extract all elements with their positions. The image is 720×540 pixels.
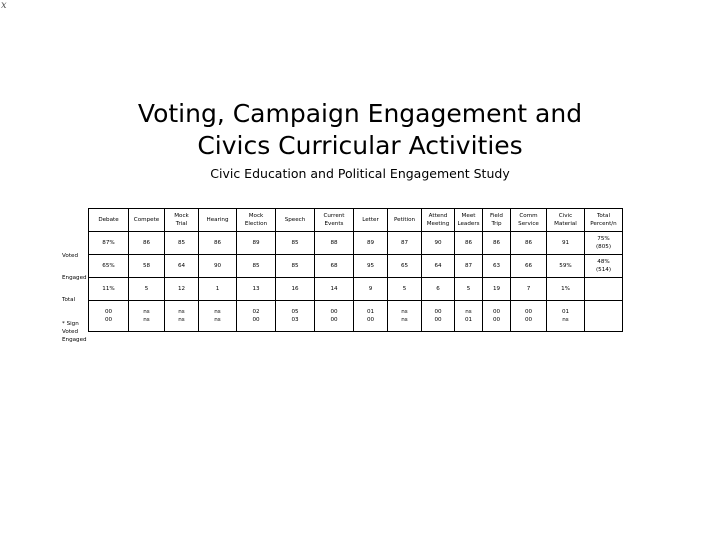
column-header-text: Trip xyxy=(491,221,502,227)
cell-value: 85 xyxy=(291,240,299,246)
cell-value: ns xyxy=(401,309,408,315)
table-cell xyxy=(483,255,511,278)
column-header xyxy=(354,209,388,232)
cell-value: 68 xyxy=(330,263,338,269)
cell-value: (514) xyxy=(595,267,612,273)
table-row xyxy=(89,255,623,278)
cell-value: 11% xyxy=(102,286,115,292)
column-header-text: Meeting xyxy=(426,221,450,227)
cell-value: 00 xyxy=(492,317,501,323)
table-cell xyxy=(455,278,483,301)
table-cell xyxy=(276,301,315,332)
table-cell xyxy=(89,278,129,301)
column-header xyxy=(547,209,585,232)
table-cell xyxy=(129,301,165,332)
table-cell xyxy=(388,278,422,301)
cell-value: 63 xyxy=(492,263,501,269)
table-cell xyxy=(89,232,129,255)
cell-value: 00 xyxy=(434,317,442,323)
cell-value: 86 xyxy=(142,240,151,246)
cell-value: 03 xyxy=(291,317,299,323)
column-header xyxy=(89,209,129,232)
column-header-text: Mock xyxy=(174,213,189,219)
corner-mark: x xyxy=(1,0,7,11)
cell-value: 12 xyxy=(177,286,186,292)
table-cell xyxy=(354,278,388,301)
cell-value: 65% xyxy=(102,263,115,269)
page-subtitle: Civic Education and Political Engagement Study xyxy=(210,166,510,181)
column-header xyxy=(199,209,237,232)
column-header-text: Service xyxy=(518,221,539,227)
table-cell xyxy=(511,232,547,255)
cell-value: 7 xyxy=(526,286,531,292)
cell-value: 00 xyxy=(492,309,501,315)
column-header-text: Comm xyxy=(519,213,538,219)
column-header-text: Percent/n xyxy=(590,221,617,227)
table-cell xyxy=(422,255,455,278)
table-cell xyxy=(199,301,237,332)
cell-value: 01 xyxy=(561,309,570,315)
cell-value: 58 xyxy=(142,263,151,269)
table-cell xyxy=(585,301,623,332)
table-cell xyxy=(422,301,455,332)
column-header xyxy=(455,209,483,232)
table-cell xyxy=(483,301,511,332)
cell-value: 00 xyxy=(330,317,338,323)
cell-value: 00 xyxy=(524,317,533,323)
cell-value: 02 xyxy=(252,309,260,315)
table-cell xyxy=(237,255,276,278)
row-label xyxy=(62,296,88,304)
column-header-text: Petition xyxy=(393,217,416,223)
table-body xyxy=(89,232,623,332)
table-cell xyxy=(547,255,585,278)
title-line-1: Voting, Campaign Engagement and xyxy=(137,99,583,128)
cell-value: 5 xyxy=(402,286,407,292)
cell-value: ns xyxy=(178,317,185,323)
table-row xyxy=(89,232,623,255)
table-row xyxy=(89,278,623,301)
cell-value: 00 xyxy=(252,317,260,323)
column-header-text: Civic xyxy=(558,213,573,219)
table-cell xyxy=(354,301,388,332)
table-cell xyxy=(89,255,129,278)
column-header xyxy=(237,209,276,232)
table-cell xyxy=(388,255,422,278)
cell-value: 59% xyxy=(559,263,572,269)
cell-value: 85 xyxy=(177,240,186,246)
column-header-text: Total xyxy=(596,213,611,219)
table-cell xyxy=(315,232,354,255)
cell-value: 64 xyxy=(434,263,442,269)
column-header-text: Hearing xyxy=(206,217,229,223)
cell-value: 00 xyxy=(524,309,533,315)
column-header xyxy=(388,209,422,232)
column-header-text: Speech xyxy=(284,217,306,223)
table-cell xyxy=(129,255,165,278)
cell-value: 48% xyxy=(597,259,610,265)
cell-value: ns xyxy=(562,317,569,323)
column-header-text: Events xyxy=(324,221,344,227)
table-cell xyxy=(276,278,315,301)
cell-value: ns xyxy=(143,309,150,315)
cell-value: 86 xyxy=(524,240,533,246)
cell-value: ns xyxy=(214,317,221,323)
column-header-text: Debate xyxy=(98,217,119,223)
table-cell xyxy=(585,255,623,278)
table-cell xyxy=(585,232,623,255)
data-table xyxy=(88,208,623,332)
table-cell xyxy=(511,278,547,301)
table-cell xyxy=(547,278,585,301)
cell-value: 5 xyxy=(144,286,149,292)
cell-value: 88 xyxy=(330,240,338,246)
cell-value: (805) xyxy=(595,244,612,250)
cell-value: 95 xyxy=(366,263,375,269)
table-cell xyxy=(455,232,483,255)
row-label-text: Engaged xyxy=(62,275,87,281)
cell-value: 86 xyxy=(213,240,222,246)
table-cell xyxy=(165,301,199,332)
column-header-text: Mock xyxy=(248,213,264,219)
row-label-text: * Sign xyxy=(62,321,79,327)
table-cell xyxy=(354,255,388,278)
table-cell xyxy=(129,278,165,301)
column-header-text: Compete xyxy=(133,217,160,223)
column-header-text: Current xyxy=(323,213,345,219)
table-cell xyxy=(547,301,585,332)
row-label-text: Total xyxy=(62,297,76,303)
cell-value: 00 xyxy=(104,317,113,323)
table-cell xyxy=(129,232,165,255)
cell-value: 87% xyxy=(102,240,115,246)
cell-value: 85 xyxy=(291,263,299,269)
table-cell xyxy=(276,255,315,278)
column-header-text: Material xyxy=(554,221,577,227)
cell-value: 16 xyxy=(291,286,299,292)
table-cell xyxy=(165,255,199,278)
table-row xyxy=(89,301,623,332)
table-cell xyxy=(276,232,315,255)
cell-value: 90 xyxy=(213,263,222,269)
table-cell xyxy=(585,278,623,301)
cell-value: ns xyxy=(465,309,472,315)
column-header xyxy=(511,209,547,232)
table-cell xyxy=(547,232,585,255)
table-cell xyxy=(89,301,129,332)
row-label xyxy=(62,274,88,282)
title-line-2: Civics Curricular Activities xyxy=(197,131,523,160)
table-cell xyxy=(237,301,276,332)
table-cell xyxy=(165,278,199,301)
cell-value: 89 xyxy=(366,240,375,246)
table-cell xyxy=(388,232,422,255)
cell-value: 01 xyxy=(464,317,473,323)
cell-value: 66 xyxy=(524,263,533,269)
cell-value: 5 xyxy=(466,286,471,292)
column-header-text: Attend xyxy=(428,213,448,219)
column-header xyxy=(585,209,623,232)
cell-value: 1% xyxy=(561,286,570,292)
column-header xyxy=(315,209,354,232)
cell-value: 87 xyxy=(464,263,473,269)
row-label xyxy=(62,252,88,260)
column-header xyxy=(483,209,511,232)
column-header-text: Leaders xyxy=(457,221,480,227)
cell-value: 90 xyxy=(434,240,442,246)
column-header xyxy=(422,209,455,232)
cell-value: 65 xyxy=(400,263,409,269)
table-cell xyxy=(199,255,237,278)
cell-value: 85 xyxy=(252,263,260,269)
cell-value: 00 xyxy=(366,317,375,323)
column-header xyxy=(276,209,315,232)
cell-value: 91 xyxy=(561,240,570,246)
cell-value: 19 xyxy=(492,286,501,292)
cell-value: 75% xyxy=(597,236,610,242)
cell-value: 86 xyxy=(464,240,473,246)
cell-value: 00 xyxy=(330,309,338,315)
cell-value: 00 xyxy=(104,309,113,315)
cell-value: 89 xyxy=(252,240,260,246)
cell-value: 6 xyxy=(436,286,440,292)
row-label-text: Voted xyxy=(62,253,78,259)
table-cell xyxy=(199,232,237,255)
table-cell xyxy=(511,301,547,332)
table-cell xyxy=(455,301,483,332)
cell-value: 00 xyxy=(434,309,442,315)
column-header-text: Letter xyxy=(362,217,379,223)
table-cell xyxy=(199,278,237,301)
cell-value: 01 xyxy=(366,309,375,315)
cell-value: ns xyxy=(143,317,150,323)
table-cell xyxy=(354,232,388,255)
column-header xyxy=(165,209,199,232)
row-label xyxy=(62,320,88,344)
column-header xyxy=(129,209,165,232)
table-cell xyxy=(483,232,511,255)
table-cell xyxy=(315,255,354,278)
table-cell xyxy=(422,278,455,301)
row-label-text: Voted xyxy=(62,329,78,335)
cell-value: 13 xyxy=(252,286,260,292)
column-header-text: Trial xyxy=(175,221,188,227)
table-cell xyxy=(165,232,199,255)
table-cell xyxy=(237,232,276,255)
cell-value: ns xyxy=(401,317,408,323)
table-cell xyxy=(315,301,354,332)
row-label-text: Engaged xyxy=(62,337,87,343)
cell-value: 87 xyxy=(400,240,409,246)
cell-value: 14 xyxy=(330,286,338,292)
table-cell xyxy=(237,278,276,301)
table-header-row xyxy=(89,209,623,232)
page-title xyxy=(0,98,720,162)
table-cell xyxy=(511,255,547,278)
column-header-text: Field xyxy=(490,213,503,219)
column-header-text: Election xyxy=(244,221,268,227)
table-cell xyxy=(422,232,455,255)
cell-value: ns xyxy=(178,309,185,315)
table-cell xyxy=(315,278,354,301)
cell-value: 64 xyxy=(177,263,186,269)
cell-value: 9 xyxy=(368,286,373,292)
cell-value: 1 xyxy=(215,286,220,292)
table-cell xyxy=(388,301,422,332)
cell-value: 05 xyxy=(291,309,299,315)
cell-value: ns xyxy=(214,309,221,315)
column-header-text: Meet xyxy=(461,213,476,219)
table-cell xyxy=(455,255,483,278)
cell-value: 86 xyxy=(492,240,501,246)
table-cell xyxy=(483,278,511,301)
